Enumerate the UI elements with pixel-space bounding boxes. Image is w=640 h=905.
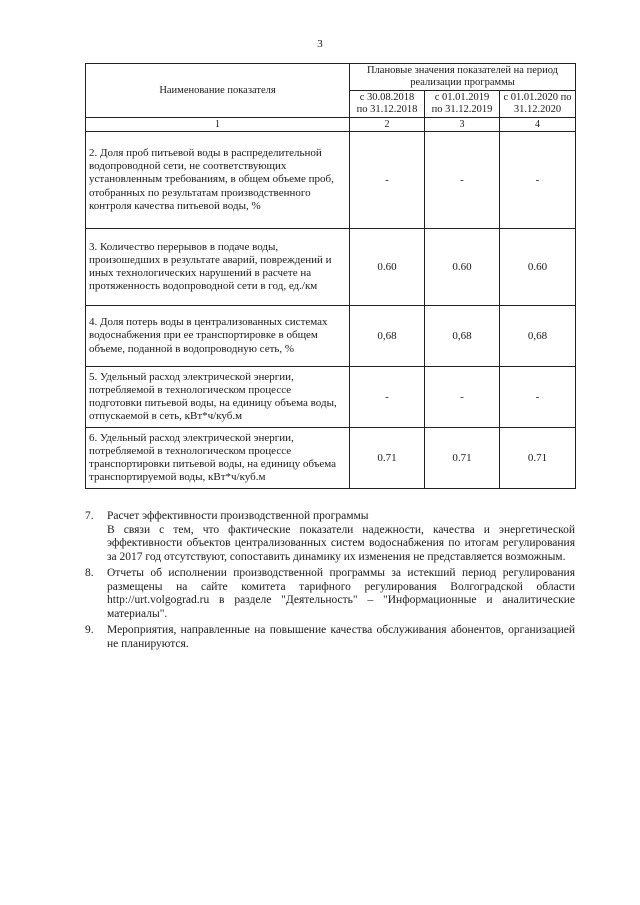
row-value: 0.60 xyxy=(350,229,425,306)
header-period-2018: с 30.08.2018 по 31.12.2018 xyxy=(350,91,425,118)
table-row xyxy=(86,229,576,306)
row-value: - xyxy=(500,367,576,428)
item-title: Отчеты об исполнении производственной программы за истекший период регулирования размещены на сайте комитета тарифного регулирования Волгоградской области http://urt.volgograd.ru в разделе "Деятельность" – "Информационные и аналитические материалы". xyxy=(107,567,575,620)
row-value: 0.71 xyxy=(500,428,576,489)
column-number: 4 xyxy=(500,118,576,132)
row-value: 0,68 xyxy=(425,306,500,367)
row-value: 0.71 xyxy=(350,428,425,489)
row-indicator-name: 5. Удельный расход электрической энергии, потребляемой в технологическом процессе подготовки питьевой воды, на единицу объема воды, отпускаемой в сеть, кВт*ч/куб.м xyxy=(86,367,350,428)
row-value: 0,68 xyxy=(350,306,425,367)
column-number: 1 xyxy=(86,118,350,132)
row-indicator-name: 4. Доля потерь воды в централизованных системах водоснабжения при ее транспортировке в общем объеме, поданной в водопроводную сеть, % xyxy=(86,306,350,367)
numbered-paragraphs xyxy=(85,510,575,654)
row-value: 0.60 xyxy=(425,229,500,306)
header-planned-values: Плановые значения показателей на период реализации программы xyxy=(350,64,576,91)
list-item xyxy=(85,624,575,651)
header-period-2020: с 01.01.2020 по 31.12.2020 xyxy=(500,91,576,118)
item-title: Мероприятия, направленные на повышение качества обслуживания абонентов, организацией не планируются. xyxy=(107,624,575,650)
row-value: 0.71 xyxy=(425,428,500,489)
column-number: 2 xyxy=(350,118,425,132)
row-value: - xyxy=(500,132,576,229)
page-number: 3 xyxy=(317,38,323,50)
header-indicator-name: Наименование показателя xyxy=(86,64,350,118)
table-row xyxy=(86,306,576,367)
row-indicator-name: 2. Доля проб питьевой воды в распределительной водопроводной сети, не соответствующих установленным требованиям, в общем объеме проб, отобранных по результатам производственного контроля качества питьевой воды, % xyxy=(86,132,350,229)
header-period-2019: с 01.01.2019 по 31.12.2019 xyxy=(425,91,500,118)
list-item xyxy=(85,567,575,621)
table-row xyxy=(86,367,576,428)
item-number: 8. xyxy=(85,567,94,579)
item-number: 9. xyxy=(85,624,94,636)
column-number: 3 xyxy=(425,118,500,132)
indicators-table xyxy=(85,63,576,489)
item-text: В связи с тем, что фактические показатели надежности, качества и энергетической эффективности объектов централизованных систем водоснабжения по итогам регулирования за 2017 год отсутствуют, сопоставить динамику их изменения не представляется возможным. xyxy=(107,523,575,563)
table-row xyxy=(86,428,576,489)
row-value: - xyxy=(350,132,425,229)
row-value: 0.60 xyxy=(500,229,576,306)
item-title: Расчет эффективности производственной программы xyxy=(107,510,369,522)
row-value: - xyxy=(425,132,500,229)
list-item xyxy=(85,510,575,564)
row-value: - xyxy=(350,367,425,428)
row-indicator-name: 6. Удельный расход электрической энергии, потребляемой в технологическом процессе транспортировки питьевой воды, на единицу объема транспортируемой воды, кВт*ч/куб.м xyxy=(86,428,350,489)
table-row xyxy=(86,132,576,229)
row-value: 0,68 xyxy=(500,306,576,367)
item-number: 7. xyxy=(85,510,94,522)
row-indicator-name: 3. Количество перерывов в подаче воды, произошедших в результате аварий, повреждений и иных технологических нарушений в расчете на протяженность водопроводной сети в год, ед./км xyxy=(86,229,350,306)
row-value: - xyxy=(425,367,500,428)
